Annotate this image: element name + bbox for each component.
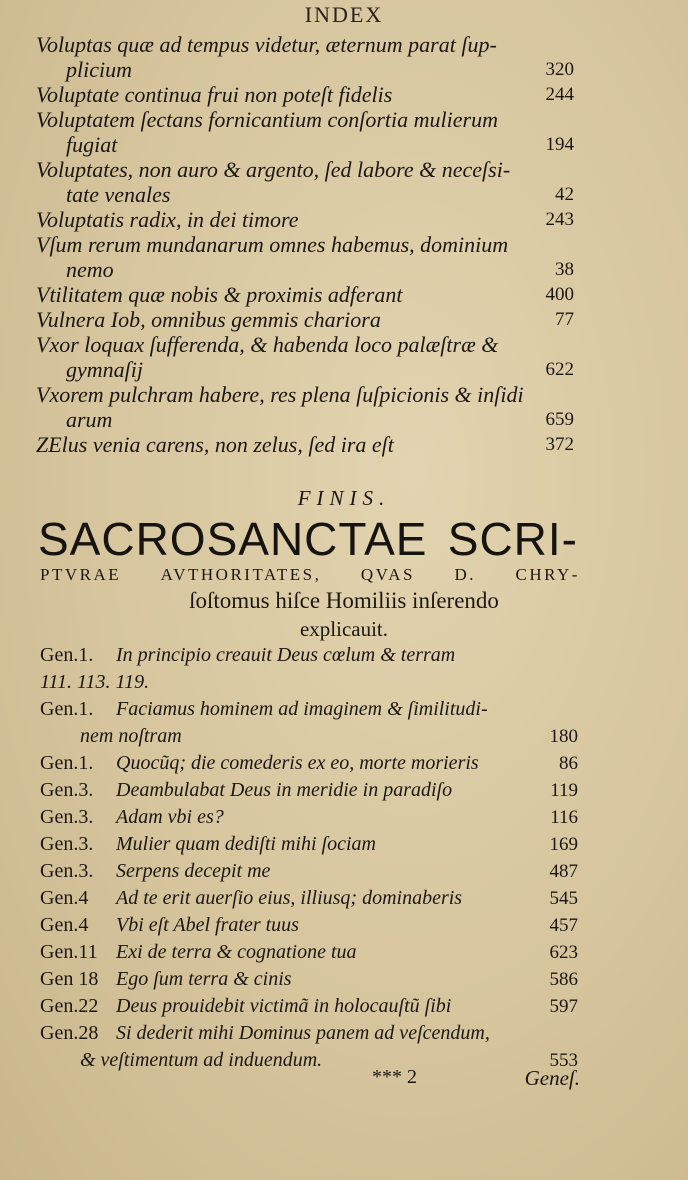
scripture-reference	[40, 777, 578, 804]
entry-page-number: 659	[545, 409, 574, 430]
entry-text: ZElus venia carens, non zelus, ſed ira eſt	[36, 432, 394, 457]
reference-book: Gen.11	[40, 941, 98, 963]
title-word: SACROSANCTAE	[38, 513, 428, 565]
entry-continuation: plicium	[66, 57, 132, 82]
subtitle-word: AVTHORITATES,	[160, 565, 322, 584]
reference-text: Mulier quam dediſti mihi ſociam	[116, 833, 376, 855]
reference-page-number: 180	[549, 726, 578, 747]
title-word: SCRI‑	[447, 513, 578, 565]
section-subtitle-line	[40, 565, 580, 585]
catchword: Geneſ.	[524, 1066, 580, 1090]
entry-page-number: 372	[545, 434, 574, 455]
scripture-reference	[40, 831, 578, 858]
entry-continuation: tate venales	[66, 182, 171, 207]
reference-continuation: 111. 113. 119.	[40, 671, 150, 693]
subtitle-word: QVAS	[360, 565, 415, 584]
entry-page-number: 244	[545, 84, 574, 105]
entry-text: Vulnera Iob, omnibus gemmis chariora	[36, 307, 381, 332]
reference-text: Serpens decepit me	[116, 860, 271, 882]
reference-page-number: 623	[549, 942, 578, 963]
finis-line: FINIS.	[297, 486, 391, 510]
entry-continuation: gymnaſij	[66, 357, 143, 382]
scripture-reference	[40, 939, 578, 966]
reference-text: Si dederit mihi Dominus panem ad veſcendum,	[116, 1022, 490, 1044]
entry-continuation: fugiat	[66, 132, 118, 157]
reference-book: Gen.3.	[40, 833, 94, 855]
reference-text: Adam vbi es?	[116, 806, 224, 828]
entry-page-number: 77	[555, 309, 574, 330]
reference-book: Gen.1.	[40, 752, 94, 774]
page-footer	[0, 1066, 688, 1096]
reference-page-number: 119	[550, 780, 578, 801]
scripture-reference	[40, 804, 578, 831]
entry-text: Vtilitatem quæ nobis & proximis adferant	[36, 282, 403, 307]
entry-page-number: 400	[545, 284, 574, 305]
entry-text: Voluptates, non auro & argento, ſed labore & neceſsi‑	[36, 157, 511, 182]
reference-page-number: 545	[549, 888, 578, 909]
subtitle-word: D.	[454, 565, 476, 584]
section-title	[38, 512, 578, 566]
reference-page-number: 487	[549, 861, 578, 882]
scripture-reference	[40, 750, 578, 777]
reference-page-number: 169	[549, 834, 578, 855]
entry-page-number: 622	[545, 359, 574, 380]
section-subtitle-line: ſoſtomus hiſce Homiliis inſerendo	[189, 588, 499, 613]
entry-page-number: 243	[545, 209, 574, 230]
index-entries	[36, 32, 574, 457]
reference-continuation: nem noſtram	[80, 725, 182, 747]
entry-page-number: 194	[545, 134, 574, 155]
entry-page-number: 42	[555, 184, 574, 205]
entry-text: Voluptas quæ ad tempus videtur, æternum parat ſup‑	[36, 32, 497, 57]
scripture-reference	[40, 696, 578, 750]
running-header: INDEX	[304, 2, 384, 27]
scripture-reference	[40, 885, 578, 912]
entry-text: Voluptatis radix, in dei timore	[36, 207, 299, 232]
reference-text: Faciamus hominem ad imaginem & ſimilitudi‑	[116, 698, 488, 720]
entry-continuation: nemo	[66, 257, 114, 282]
index-entry	[36, 332, 574, 382]
reference-text: Ad te erit auerſio eius, illiusq; dominaberis	[116, 887, 463, 909]
index-entry	[36, 307, 574, 332]
subtitle-word: CHRY‑	[515, 565, 580, 584]
index-entry	[36, 232, 574, 282]
entry-text: Voluptate continua frui non poteſt fidelis	[36, 82, 393, 107]
index-entry	[36, 207, 574, 232]
entry-continuation: arum	[66, 407, 113, 432]
index-entry	[36, 32, 574, 82]
subtitle-word: PTVRAE	[40, 565, 122, 584]
reference-book: Gen.3.	[40, 806, 94, 828]
reference-text: Vbi eſt Abel frater tuus	[116, 914, 299, 936]
reference-text: In principio creauit Deus cœlum & terram	[116, 644, 456, 666]
reference-book: Gen.28	[40, 1022, 99, 1044]
scripture-reference	[40, 858, 578, 885]
reference-book: Gen.4	[40, 887, 89, 909]
scripture-references	[40, 642, 578, 1074]
reference-book: Gen 18	[40, 968, 99, 990]
reference-book: Gen.3.	[40, 860, 94, 882]
reference-book: Gen.4	[40, 914, 89, 936]
reference-text: Ego ſum terra & cinis	[116, 968, 292, 990]
reference-text: Quocũq; die comederis ex eo, morte morieris	[116, 752, 479, 774]
index-entry	[36, 107, 574, 157]
index-entry	[36, 82, 574, 107]
reference-text: Exi de terra & cognatione tua	[116, 941, 357, 963]
index-entry	[36, 432, 574, 457]
entry-text: Vxor loquax ſufferenda, & habenda loco palæſtræ &	[36, 332, 499, 357]
entry-text: Voluptatem ſectans fornicantium conſortia mulierum	[36, 107, 498, 132]
reference-page-number: 116	[550, 807, 578, 828]
reference-text: Deus prouidebit victimã in holocauſtũ ſibi	[116, 995, 452, 1017]
entry-page-number: 320	[545, 59, 574, 80]
index-entry	[36, 282, 574, 307]
entry-text: Vſum rerum mundanarum omnes habemus, dominium	[36, 232, 509, 257]
index-entry	[36, 157, 574, 207]
index-entry	[36, 382, 574, 432]
reference-continuation: & veſtimentum ad induendum.	[80, 1049, 323, 1071]
reference-page-number: 457	[549, 915, 578, 936]
signature-mark: *** 2	[372, 1066, 417, 1088]
entry-page-number: 38	[555, 259, 574, 280]
section-subtitle-line: explicauit.	[299, 617, 389, 641]
reference-page-number: 553	[549, 1050, 578, 1071]
reference-page-number: 597	[549, 996, 578, 1017]
scripture-reference	[40, 912, 578, 939]
reference-book: Gen.1.	[40, 644, 94, 666]
reference-book: Gen.22	[40, 995, 99, 1017]
reference-text: Deambulabat Deus in meridie in paradiſo	[116, 779, 453, 801]
reference-book: Gen.3.	[40, 779, 94, 801]
reference-page-number: 86	[559, 753, 578, 774]
reference-page-number: 586	[549, 969, 578, 990]
reference-book: Gen.1.	[40, 698, 94, 720]
entry-text: Vxorem pulchram habere, res plena ſuſpicionis & inſidi	[36, 382, 524, 407]
scripture-reference	[40, 966, 578, 993]
scripture-reference	[40, 993, 578, 1020]
scripture-reference	[40, 642, 578, 696]
